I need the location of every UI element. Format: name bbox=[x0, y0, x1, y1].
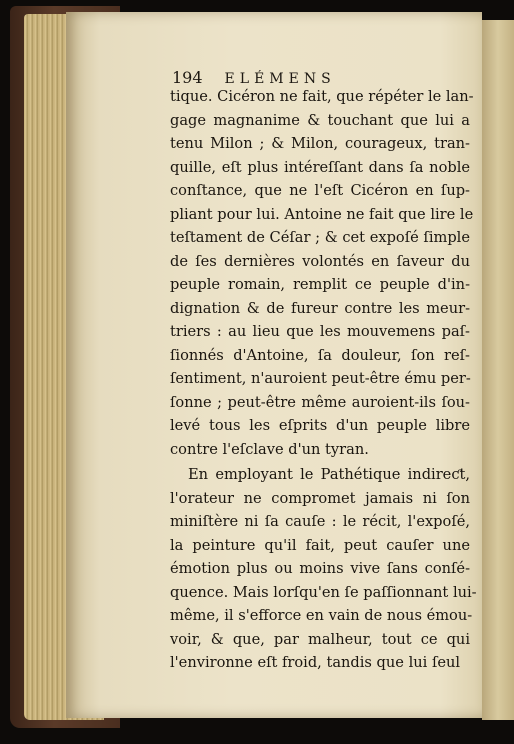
running-head: ELÉMENS bbox=[224, 71, 336, 87]
text-line: quille, eſt plus intéreſſant dans ſa noble bbox=[170, 158, 470, 176]
text-line: voir, & que, par malheur, tout ce qui bbox=[170, 630, 470, 648]
text-line: émotion plus ou moins vive ſans conſé- bbox=[170, 560, 470, 577]
text-line: gage magnanime & touchant que lui a bbox=[170, 111, 470, 129]
text-line: ſionnés d'Antoine, ſa douleur, ſon reſ- bbox=[170, 346, 470, 364]
text-line: En employant le Pathétique indireƈt, bbox=[188, 466, 470, 483]
text-line: peuple romain, remplit ce peuple d'in- bbox=[170, 276, 470, 293]
text-line: quence. Mais lorſqu'en ſe paſſionnant lui- bbox=[170, 583, 477, 601]
body-text bbox=[170, 85, 477, 675]
text-line: dignation & de fureur contre les meur- bbox=[170, 299, 470, 317]
text-line: de ſes dernières volontés en ſaveur du bbox=[170, 252, 470, 270]
text-line: contre l'eſclave d'un tyran. bbox=[170, 440, 369, 458]
text-line: tique. Cicéron ne fait, que répéter le lan- bbox=[170, 88, 474, 105]
text-line: levé tous les eſprits d'un peuple libre bbox=[170, 417, 470, 434]
text-line: même, il s'efforce en vain de nous émou- bbox=[170, 607, 473, 624]
text-line: tenu Milon ; & Milon, courageux, tran- bbox=[170, 135, 470, 152]
text-line: ſentiment, n'auroient peut-être ému per- bbox=[170, 370, 471, 387]
text-line: la peinture qu'il fait, peut cauſer une bbox=[170, 536, 470, 554]
text-line: teſtament de Céſar ; & cet expoſé ſimple bbox=[170, 229, 470, 246]
facing-page-edge bbox=[482, 20, 514, 720]
text-line: triers : au lieu que les mouvemens paſ- bbox=[170, 323, 470, 340]
page-number: 194 bbox=[172, 68, 203, 87]
text-line: l'environne eſt froid, tandis que lui ſeul bbox=[170, 654, 461, 671]
paragraph-2 bbox=[170, 463, 477, 675]
text-line: pliant pour lui. Antoine ne fait que lire le bbox=[170, 205, 474, 223]
text-line: ſonne ; peut-être même auroient-ils ſou- bbox=[170, 393, 470, 411]
text-line: miniſtère ni ſa cauſe : le récit, l'expoſé, bbox=[170, 513, 470, 530]
text-line: conſtance, que ne l'eſt Cicéron en ſup- bbox=[170, 182, 470, 199]
paragraph-1 bbox=[170, 85, 474, 461]
text-line: l'orateur ne compromet jamais ni ſon bbox=[170, 489, 470, 507]
